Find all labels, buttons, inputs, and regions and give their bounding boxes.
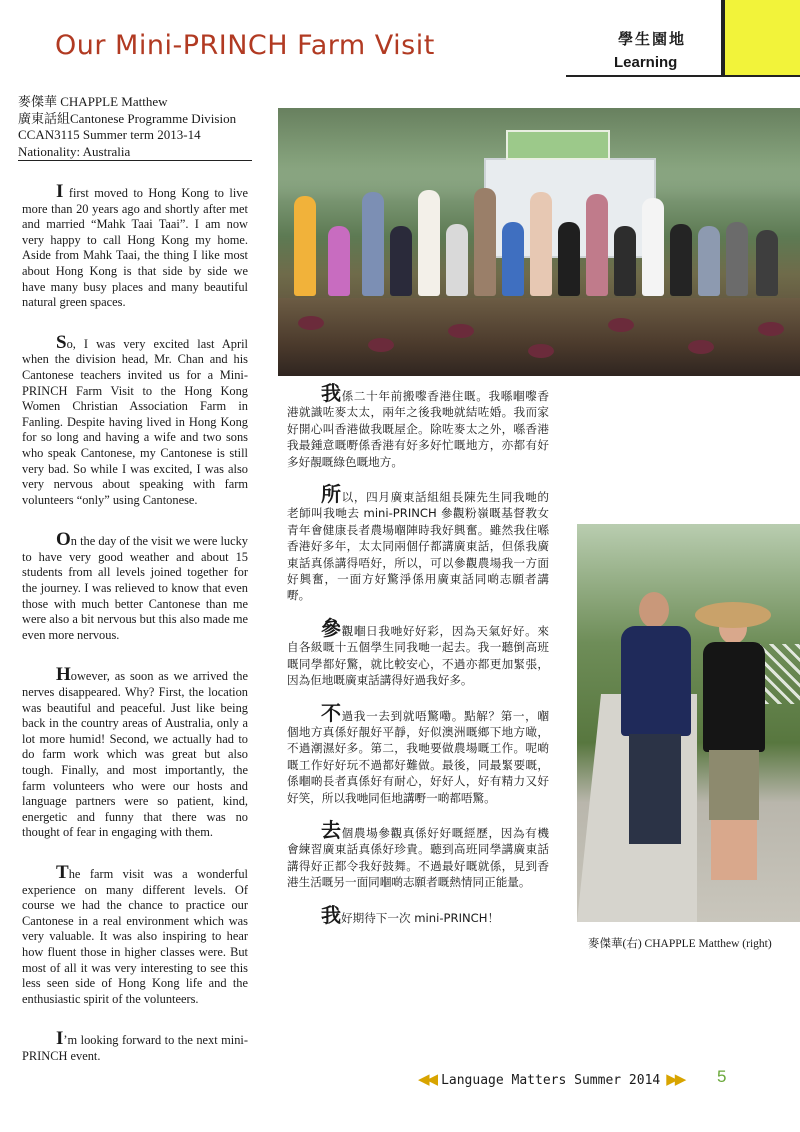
chinese-paragraph-1 bbox=[287, 381, 549, 470]
photo-plant bbox=[368, 338, 394, 352]
chinese-paragraph-6 bbox=[287, 902, 549, 927]
drop-cap: S bbox=[56, 331, 67, 353]
photo-person bbox=[474, 188, 496, 296]
photo-plant bbox=[688, 340, 714, 354]
photo-trousers bbox=[629, 734, 681, 844]
photo-plant bbox=[608, 318, 634, 332]
author-byline bbox=[18, 94, 254, 160]
photo-group-of-students bbox=[294, 186, 794, 296]
author-course: CCAN3115 Summer term 2013-14 bbox=[18, 127, 201, 142]
photo-plant bbox=[758, 322, 784, 336]
paragraph-text: ’m looking forward to the next mini-PRINCH event. bbox=[22, 1033, 248, 1063]
photo-legs bbox=[711, 820, 757, 880]
photo-person bbox=[614, 226, 636, 296]
photo-farm-field bbox=[278, 298, 800, 376]
photo-shirt bbox=[621, 626, 691, 736]
page-footer bbox=[418, 1070, 758, 1089]
english-paragraph-2 bbox=[22, 331, 248, 509]
english-paragraph-1 bbox=[22, 181, 248, 311]
photo-person bbox=[530, 192, 552, 296]
yellow-corner-box bbox=[723, 0, 800, 77]
author-name: 麥傑華 CHAPPLE Matthew bbox=[18, 94, 168, 109]
photo-person bbox=[502, 222, 524, 296]
chinese-paragraph-3 bbox=[287, 615, 549, 689]
photo-caption: 麥傑華(右) CHAPPLE Matthew (right) bbox=[588, 938, 772, 950]
english-paragraph-4 bbox=[22, 664, 248, 841]
paragraph-text: first moved to Hong Kong to live more than 20 years ago and shortly after met and married “Mahk Taai Taai”. I am now very happy to call Hong Kong my home. Aside from Mahk Taai, the thing I like most about Hong Kong is that side by side we have many busy places and many beautiful natural green spaces. bbox=[22, 186, 248, 310]
chinese-article-column bbox=[287, 381, 549, 943]
photo-shorts bbox=[709, 750, 759, 820]
chinese-paragraph-5 bbox=[287, 817, 549, 891]
photo-farm-sign bbox=[506, 130, 610, 160]
photo-person bbox=[558, 222, 580, 296]
photo-person bbox=[586, 194, 608, 296]
paragraph-text: 係二十年前搬嚟香港住嘅。我喺嗰嚟香港就識咗麥太太，兩年之後我哋就結咗婚。我而家好開心叫香港做我嘅屋企。除咗麥太之外，喺香港我最鍾意嘅嘢係香港有好多好忙嘅地方，亦都有好多好靚嘅綠色嘅地方。 bbox=[287, 389, 549, 469]
section-label-chinese: 學生園地 bbox=[618, 30, 687, 48]
paragraph-text: 過我一去到就唔驚嘞。點解？第一，嗰個地方真係好靚好平靜，好似澳洲嘅鄉下地方噉，不過潮濕好多。第二，我哋要做農場嘅工作。呢啲嘅工作好好玩不過都好難做。最後，同最緊要嘅，係嗰啲長者真係好有耐心，好好人，好有精力又好好笑，所以我哋同佢地講嘢一啲都唔驚。 bbox=[287, 708, 549, 805]
paragraph-text: he farm visit was a wonderful experience on many different levels. Of course we had the chance to practice our Cantonese in a real environment which was very valuable. It was also inspiring to hear how fluent those in higher classes were. But most of all it was very interesting to see this less seen side of Hong Kong life and the enthusiastic spirit of the volunteers. bbox=[22, 866, 248, 1006]
photo-plant bbox=[528, 344, 554, 358]
photo-person bbox=[756, 230, 778, 296]
photo-person bbox=[670, 224, 692, 296]
photo-person bbox=[446, 224, 468, 296]
author-division: 廣東話組Cantonese Programme Division bbox=[18, 110, 237, 126]
photo-man-left bbox=[617, 592, 693, 852]
photo-man-right bbox=[695, 602, 771, 902]
drop-cap: 不 bbox=[321, 700, 342, 725]
photo-plant bbox=[448, 324, 474, 338]
paragraph-text: owever, as soon as we arrived the nerves disappeared. Why? First, the location was beautiful and peaceful. Just like being back in the country areas of Australia, only a lot more humid! Second, we actually had to do farm work which was great but also tough. Finally, and most importantly, the farm volunteers who were our hosts and language partners were so patient, kind, energetic and funny that there was no thought of fear in engaging with them. bbox=[22, 669, 248, 840]
footer-left-arrows-icon: ◀◀ bbox=[418, 1070, 436, 1088]
photo-person bbox=[328, 226, 350, 296]
photo-person bbox=[698, 226, 720, 296]
photo-straw-hat bbox=[695, 602, 771, 628]
drop-cap: I bbox=[56, 1028, 64, 1050]
paragraph-text: n the day of the visit we were lucky to have very good weather and about 15 students from all levels joined together for the journey. I was relieved to know that even those with much better Cantonese than me were also a bit nervous but this also made me even more nervous. bbox=[22, 534, 248, 642]
chinese-paragraph-4 bbox=[287, 700, 549, 806]
photo-person bbox=[726, 222, 748, 296]
photo-person bbox=[390, 226, 412, 296]
drop-cap: H bbox=[56, 664, 71, 686]
photo-head bbox=[639, 592, 669, 628]
drop-cap: 我 bbox=[321, 902, 341, 927]
english-paragraph-3 bbox=[22, 529, 248, 643]
group-photo bbox=[278, 108, 800, 376]
drop-cap: I bbox=[56, 181, 64, 202]
drop-cap: 我 bbox=[321, 381, 342, 405]
photo-person bbox=[418, 190, 440, 296]
article-title: Our Mini-PRINCH Farm Visit bbox=[55, 30, 435, 61]
english-article-column bbox=[22, 181, 248, 1091]
drop-cap: T bbox=[56, 861, 69, 883]
footer-publication: Language Matters Summer 2014 bbox=[441, 1073, 661, 1088]
paragraph-text: 個農場參觀真係好好嘅經歷，因為有機會練習廣東話真係好珍貴。聽到高班同學講廣東話講得好正都令我好鼓舞。不過最好嘅就係，見到香港生活嘅另一面同嗰啲志願者嘅熱情同正能量。 bbox=[287, 825, 549, 890]
paragraph-text: o, I was very excited last April when the division head, Mr. Chan and his Cantonese teachers invited us for a Mini-PRINCH Farm Visit to the Hong Kong Women Christian Association Farm in Fanling. Despite having lived in Hong Kong for so long and having a wife and two sons who speak Cantonese, my Cantonese is still very bad. So while I was excited, I was also very nervous about speaking with farm volunteers “only” using Cantonese. bbox=[22, 336, 248, 507]
paragraph-text: 觀嗰日我哋好好彩，因為天氣好好。來自各級嘅十五個學生同我哋一起去。我一聽倒高班嘅同學都好驚，就比較安心，不過亦都更加緊張，因為佢地嘅廣東話講得好過我好多。 bbox=[287, 623, 549, 688]
photo-person bbox=[294, 196, 316, 296]
drop-cap: 參 bbox=[321, 615, 342, 640]
footer-right-arrows-icon: ▶▶ bbox=[666, 1070, 684, 1088]
portrait-photo bbox=[577, 524, 800, 922]
chinese-paragraph-2 bbox=[287, 482, 549, 604]
photo-plant bbox=[298, 316, 324, 330]
drop-cap: 去 bbox=[321, 817, 342, 842]
drop-cap: O bbox=[56, 529, 71, 551]
paragraph-text: 以，四月廣東話組組長陳先生同我哋的老師叫我哋去 mini-PRINCH 參觀粉嶺嘅基督教女青年會健康長者農場嗰陣時我好興奮。雖然我住喺香港好多年，太太同兩個仔都講廣東話，但係我廣東話真係講得唔好，所以，可以參觀農場我一方面好興奮，一面方好驚淨係用廣東話同啲志願者講嘢。 bbox=[287, 490, 549, 603]
page-number: 5 bbox=[717, 1067, 727, 1086]
section-label-english: Learning bbox=[614, 54, 678, 71]
photo-shirt bbox=[703, 642, 765, 752]
paragraph-text: 好期待下一次 mini-PRINCH！ bbox=[341, 910, 500, 925]
author-nationality: Nationality: Australia bbox=[18, 143, 131, 159]
photo-person bbox=[362, 192, 384, 296]
english-paragraph-6 bbox=[22, 1028, 248, 1064]
english-paragraph-5 bbox=[22, 861, 248, 1007]
byline-divider bbox=[18, 160, 252, 161]
photo-person bbox=[642, 198, 664, 296]
drop-cap: 所 bbox=[321, 482, 342, 507]
